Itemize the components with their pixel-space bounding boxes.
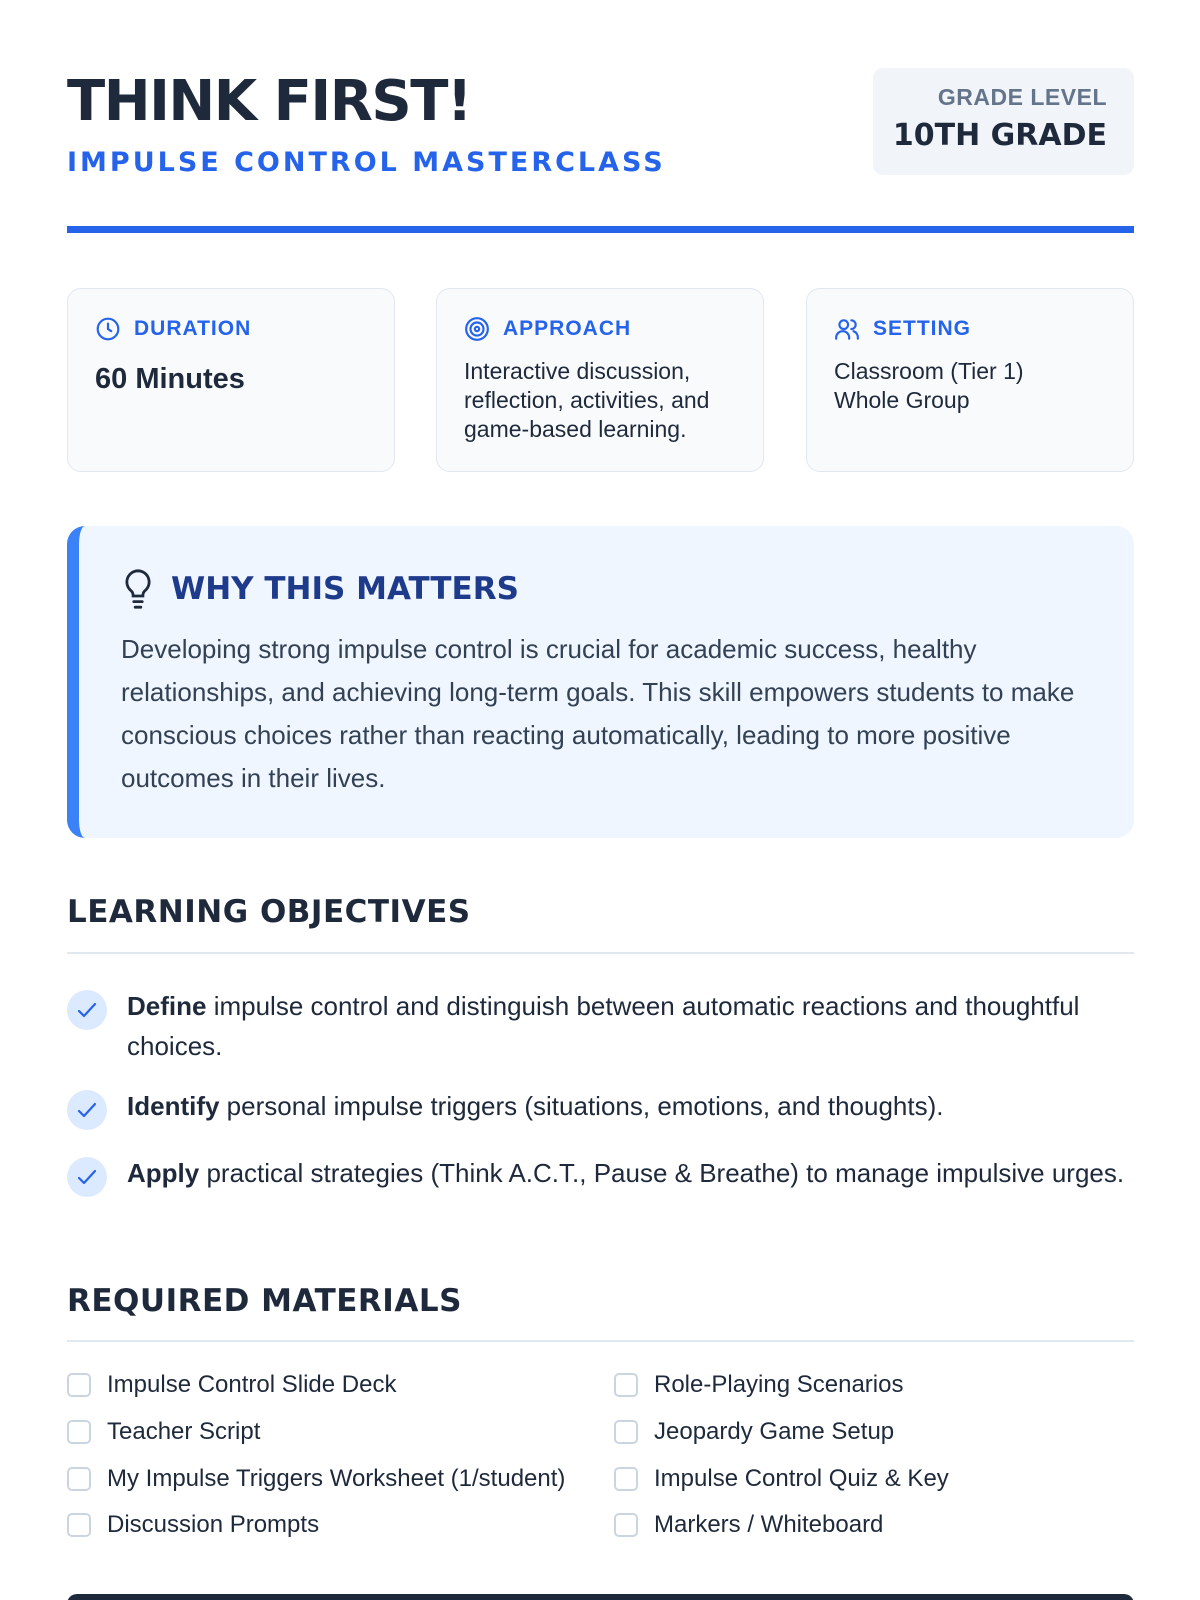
material-item[interactable] <box>614 1418 894 1446</box>
objective-check <box>67 1157 107 1197</box>
duration-card <box>67 288 395 472</box>
material-item[interactable] <box>614 1511 883 1539</box>
users-icon <box>834 316 860 342</box>
grade-level-value: 10TH GRADE <box>892 118 1107 153</box>
material-checkbox[interactable] <box>614 1513 638 1537</box>
objective-text <box>127 1086 1137 1126</box>
objective-verb: Define <box>127 991 207 1021</box>
page-header <box>67 70 1134 180</box>
material-label: Role-Playing Scenarios <box>654 1371 904 1398</box>
material-item[interactable] <box>67 1511 319 1539</box>
material-item[interactable] <box>67 1371 396 1399</box>
material-checkbox[interactable] <box>614 1373 638 1397</box>
lightbulb-icon <box>121 568 155 610</box>
why-this-matters-panel <box>67 526 1134 838</box>
material-label: Discussion Prompts <box>107 1511 320 1538</box>
materials-heading: REQUIRED MATERIALS <box>67 1283 462 1319</box>
material-item[interactable] <box>614 1465 949 1493</box>
duration-value: 60 Minutes <box>95 363 245 395</box>
header-divider <box>67 226 1134 233</box>
material-item[interactable] <box>67 1465 565 1493</box>
material-label: Impulse Control Slide Deck <box>107 1371 397 1398</box>
objective-text <box>127 986 1137 1066</box>
material-checkbox[interactable] <box>67 1373 91 1397</box>
material-checkbox[interactable] <box>67 1420 91 1444</box>
material-checkbox[interactable] <box>614 1420 638 1444</box>
material-checkbox[interactable] <box>614 1467 638 1491</box>
setting-label: SETTING <box>873 317 972 340</box>
grade-level-badge <box>873 68 1134 175</box>
materials-divider <box>67 1340 1134 1342</box>
setting-value: Classroom (Tier 1) Whole Group <box>834 358 1024 413</box>
objectives-divider <box>67 952 1134 954</box>
material-label: Markers / Whiteboard <box>654 1511 884 1538</box>
why-title: WHY THIS MATTERS <box>171 571 519 607</box>
checkmark-icon <box>77 1168 97 1186</box>
grade-level-label: GRADE LEVEL <box>937 84 1107 110</box>
material-label: Teacher Script <box>107 1418 261 1445</box>
objective-text <box>127 1153 1137 1193</box>
material-label: Jeopardy Game Setup <box>654 1418 895 1445</box>
checkmark-icon <box>77 1001 97 1019</box>
duration-label: DURATION <box>134 317 252 340</box>
page-title: THINK FIRST! <box>67 69 471 134</box>
objective-description: personal impulse triggers (situations, emotions, and thoughts). <box>219 1091 944 1121</box>
objective-description: practical strategies (Think A.C.T., Pause & Breathe) to manage impulsive urges. <box>199 1158 1125 1188</box>
material-label: Impulse Control Quiz & Key <box>654 1465 949 1492</box>
objective-verb: Apply <box>127 1158 200 1188</box>
approach-label: APPROACH <box>503 317 632 340</box>
material-checkbox[interactable] <box>67 1467 91 1491</box>
objective-verb: Identify <box>127 1091 220 1121</box>
setting-card <box>806 288 1134 472</box>
approach-value: Interactive discussion, reflection, activities, and game-based learning. <box>464 358 710 442</box>
clock-icon <box>95 316 121 342</box>
objective-check <box>67 990 107 1030</box>
material-item[interactable] <box>614 1371 903 1399</box>
why-body: Developing strong impulse control is crucial for academic success, healthy relationships, and achieving long-term goals. This skill empowers students to make conscious choices rather than reacting automatically, leading to more positive outcomes in their lives. <box>121 634 1075 793</box>
page-subtitle: IMPULSE CONTROL MASTERCLASS <box>67 147 666 178</box>
material-item[interactable] <box>67 1418 260 1446</box>
target-icon <box>464 316 490 342</box>
material-checkbox[interactable] <box>67 1513 91 1537</box>
objectives-heading: LEARNING OBJECTIVES <box>67 894 471 930</box>
checkmark-icon <box>77 1101 97 1119</box>
objective-check <box>67 1090 107 1130</box>
material-label: My Impulse Triggers Worksheet (1/student) <box>107 1465 566 1492</box>
approach-card <box>436 288 764 472</box>
next-section-bar <box>67 1594 1134 1600</box>
objective-description: impulse control and distinguish between automatic reactions and thoughtful choices. <box>127 991 1080 1061</box>
